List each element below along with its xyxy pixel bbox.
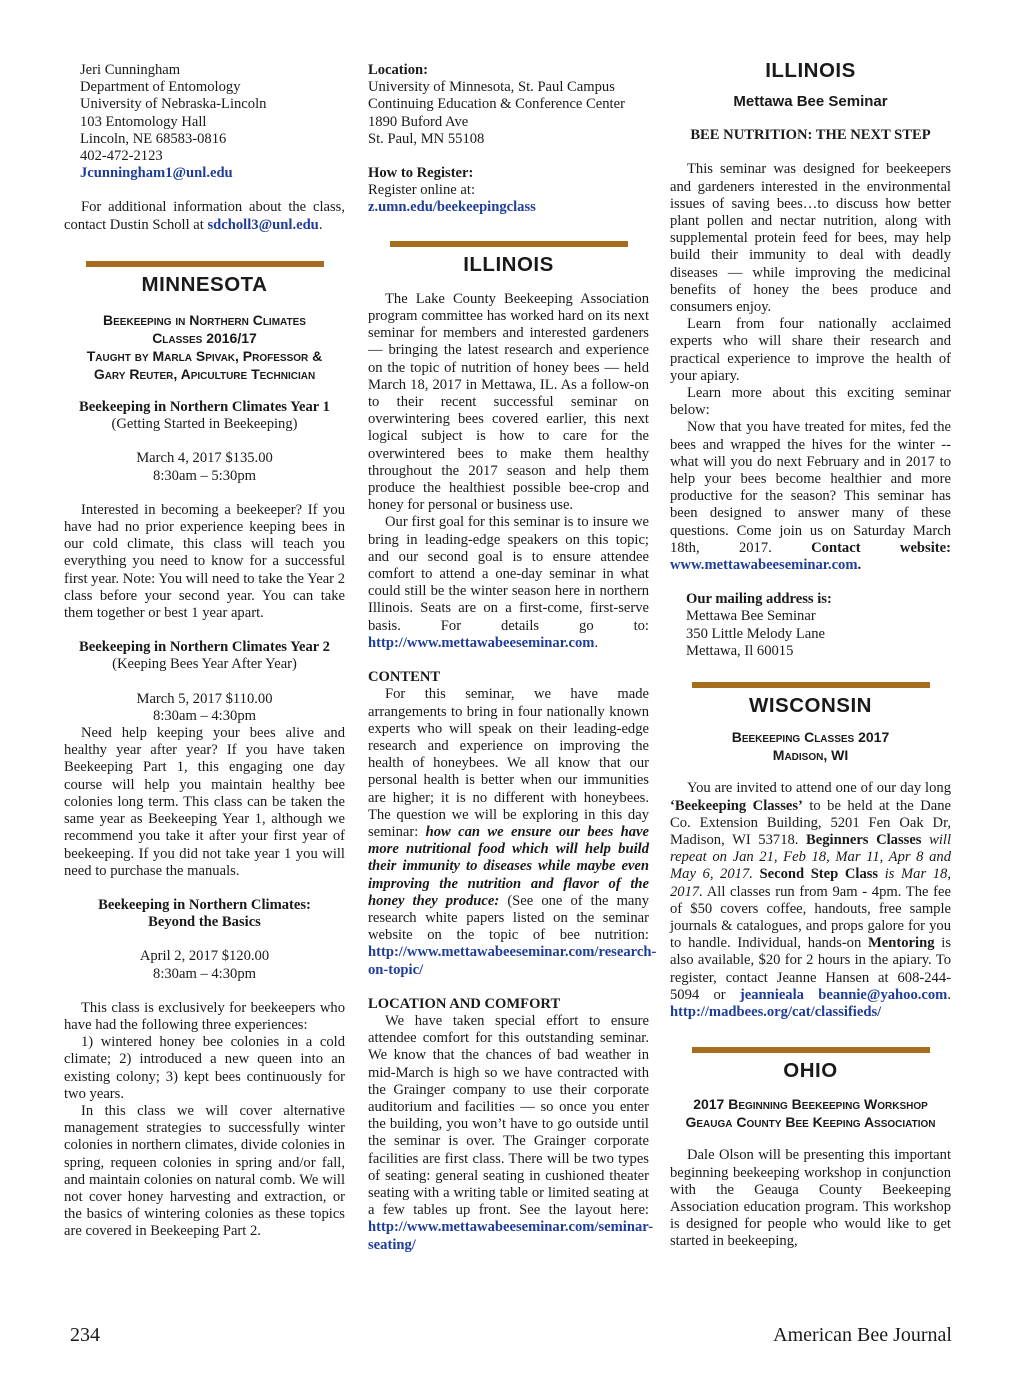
page-number: 234 (70, 1324, 100, 1346)
location-heading: LOCATION AND COMFORT (368, 995, 561, 1012)
contact-website-link[interactable]: www.mettawabeeseminar.com (670, 557, 858, 574)
address-line: Mettawa Bee Seminar (686, 608, 816, 625)
contact-email-link[interactable]: Jcunningham1@unl.edu (80, 165, 233, 182)
section-subtitle: Beekeeping in Northern Climates Classes 2016/17 Taught by Marla Spivak, Professor & Gary Reuter, Apiculture Technician (86, 312, 323, 383)
content-heading: CONTENT (368, 669, 441, 686)
class-title: Beyond the Basics (148, 914, 261, 931)
wisconsin-paragraph: You are invited to attend one of our day long ‘Beekeeping Classes’ to be held at the Dane Co. Extension Building, 5201 Fen Oak Dr, Madison, WI 53718. Beginners Classes will repeat on Jan 21, Feb 18, Mar 11, Apr 8 and May 6, 2017. Second Step Class is Mar 18, 2017. All classes run from 9am - 4pm. The fee of $50 covers coffee, handouts, free sample journals & catalogues, and props galore for you to handle. Individual, hands-on Mentoring is also available, $20 for 2 hours in the apiary. To register, contact Jeanne Hansen at 608-244-5094 or jeannieala beannie@yahoo.com. http://madbees.org/cat/classifieds/ (670, 780, 952, 1020)
class-title: Beekeeping in Northern Climates Year 2 (79, 639, 330, 656)
email-link[interactable]: jeannieala beannie@yahoo.com (739, 986, 948, 1003)
contact-line: Department of Entomology (80, 79, 241, 96)
intro-paragraph: Our first goal for this seminar is to insure we bring in leading-edge speakers on this topic; and our second goal is to ensure attendee comfort to attend a one-day seminar in what could still be the winter season here in northern Illinois. Seats are on a first-come, first-serve basis. For details go to: http://www.mettawabeeseminar.com. (368, 514, 649, 651)
info-email-link[interactable]: sdcholl3@unl.edu (207, 216, 319, 233)
location-line: 1890 Buford Ave (368, 113, 469, 130)
madbees-link[interactable]: http://madbees.org/cat/classifieds/ (670, 1003, 882, 1020)
contact-line: Lincoln, NE 68583-0816 (80, 130, 227, 147)
class-time: 8:30am – 4:30pm (153, 965, 256, 982)
location-line: University of Minnesota, St. Paul Campus (368, 79, 615, 96)
contact-line: University of Nebraska-Lincoln (80, 96, 267, 113)
state-heading-illinois: ILLINOIS (463, 252, 554, 276)
ohio-paragraph: Dale Olson will be presenting this important beginning beekeeping workshop in conjunction with the Geauga County Beekeeping Association education program. This workshop is designed for people who would like to get started in beekeeping, (670, 1147, 951, 1250)
column-right (670, 59, 952, 1251)
class-description: 1) wintered honey bee colonies in a cold climate; 2) introduced a new queen into an existing colony; 3) kept bees continuously for two years. (64, 1034, 345, 1102)
state-heading-wisconsin: WISCONSIN (749, 694, 872, 718)
contact-block (64, 62, 345, 182)
section-subtitle: Beekeeping Classes 2017 Madison, WI (731, 729, 890, 764)
class-date: April 2, 2017 $120.00 (139, 948, 270, 965)
class-title: Beekeeping in Northern Climates: (98, 896, 311, 913)
state-heading-minnesota: MINNESOTA (141, 272, 268, 296)
seminar-subtitle: Mettawa Bee Seminar (733, 93, 888, 111)
contact-line: 103 Entomology Hall (80, 113, 207, 130)
address-line: 350 Little Melody Lane (686, 625, 826, 642)
state-heading-ohio: OHIO (783, 1059, 838, 1083)
seminar-paragraph: This seminar was designed for beekeepers and gardeners interested in the environmental issues of saving bees…to discuss how better plant pollen and nectar nutrition, along with supplemental protein feed for bees, may help build their immunity to deal with deadly diseases — while improving the medicinal benefits of honey the bees produce and consumers enjoy. (670, 161, 951, 316)
location-line: Continuing Education & Conference Center (368, 96, 625, 113)
state-heading-illinois: ILLINOIS (765, 59, 856, 82)
class-time: 8:30am – 5:30pm (153, 467, 256, 484)
location-paragraph: We have taken special effort to ensure attendee comfort for this outstanding seminar. We know that the chances of bad weather in mid-March is high so we have contracted with the Grainger company to use their corporate auditorium and facilities — so once you enter the building, you won’t have to go outside until the seminar is over. The Grainger corporate facilities are first class. There will be two types of seating: general seating in cushioned theater seating with a writing table or limited seating at a few tables up front. See the layout here: http://www.mettawabeeseminar.com/seminar-seating/ (368, 1012, 654, 1253)
seminar-paragraph: Now that you have treated for mites, fed the bees and wrapped the hives for the winter -- what will you do next February and in 2017 to help your bees become healthier and more productive for the season? This seminar has been designed to answer many of these questions. Come join us on Saturday March 18th, 2017. Contact website: www.mettawabeeseminar.com. (670, 419, 951, 574)
class-description: Need help keeping your bees alive and healthy year after year? If you have taken Beekeeping Part 1, this engaging one day course will help you maintain healthy bee colonies long term. This class can be taken the same year as Beekeeping Year 1, although we recommend you take it after your first year of beekeeping. If you did not take year 1 you will need to purchase the manuals. (64, 725, 345, 879)
class-date: March 5, 2017 $110.00 (136, 690, 273, 707)
intro-paragraph: The Lake County Beekeeping Association program committee has worked hard on its next seminar for members and interested gardeners — bringing the latest research and experience on the topic of nutrition of honey bees — held March 18, 2017 in Mettawa, IL. As a follow-on to their recent successful seminar on overwintering bees covered earlier, this next logical subject is how to care for the overwintered bees to make them healthy throughout the 2017 season and help them produce the healthiest possible bee-crop and honey for personal or business use. (368, 290, 649, 514)
journal-name: American Bee Journal (773, 1324, 952, 1346)
content-question: how can we ensure our bees have more nutritional food which will help build their immunity to diseases while maybe even improving the nutrition and flavor of the honey they produce: (368, 823, 650, 909)
seminar-website-link[interactable]: http://www.mettawabeeseminar.com (368, 634, 595, 651)
register-text: Register online at: (368, 182, 475, 199)
class-description: This class is exclusively for beekeepers who have had the following three experiences: (64, 999, 345, 1033)
info-paragraph: For additional information about the class, contact Dustin Scholl at sdcholl3@unl.edu. (64, 199, 345, 233)
class-description: Interested in becoming a beekeeper? If you have had no prior experience keeping bees in our cold climate, this class will teach you everything you need to know for a successful first year. Note: You will need to take the Year 2 class before your second year. You can take them together or best 1 year apart. (64, 501, 345, 622)
location-line: St. Paul, MN 55108 (368, 130, 485, 147)
content-paragraph: For this seminar, we have made arrangements to bring in four nationally known experts who will speak on their leading-edge research and experience on improving the health of honeybees. We all know that our personal health is better when our immunities are higher; it is no different with honeybees. The question we will be exploring in this day seminar: how can we ensure our bees have more nutritional food which will help build their immunity to diseases while maybe even improving the nutrition and flavor of the honey they produce: (See one of the many research white papers listed on the seminar website on the topic of bee nutrition: http://www.mettawabeeseminar.com/research-on-topic/ (368, 686, 657, 978)
seminar-heading: BEE NUTRITION: THE NEXT STEP (690, 127, 931, 144)
column-middle (368, 62, 657, 1254)
column-left (64, 62, 345, 1241)
mailing-address: Our mailing address is: Mettawa Bee Seminar 350 Little Melody Lane Mettawa, Il 60015 (670, 591, 951, 660)
class-time: 8:30am – 4:30pm (153, 707, 256, 724)
class-date: March 4, 2017 $135.00 (136, 450, 273, 467)
seminar-paragraph: Learn from four nationally acclaimed experts who will share their research and practical experience to improve the health of your apiary. (670, 316, 951, 384)
seating-link[interactable]: http://www.mettawabeeseminar.com/seminar-seating/ (368, 1219, 654, 1253)
seminar-paragraph: Learn more about this exciting seminar below: (670, 385, 951, 419)
address-line: Mettawa, Il 60015 (686, 642, 794, 659)
class-subtitle: (Keeping Bees Year After Year) (112, 656, 297, 673)
section-subtitle: 2017 Beginning Beekeeping Workshop Geauga County Bee Keeping Association (685, 1096, 936, 1131)
location-label: Location: (368, 62, 428, 78)
research-link[interactable]: http://www.mettawabeeseminar.com/research-on-topic/ (368, 944, 657, 978)
class-title: Beekeeping in Northern Climates Year 1 (79, 399, 330, 416)
class-description: In this class we will cover alternative management strategies to successfully winter colonies in northern climates, divide colonies in spring, requeen colonies in spring and/or fall, and maintain colonies on natural comb. We will not cover honey harvesting and extraction, or the basics of wintering colonies as these topics are covered in Beekeeping Part 2. (64, 1102, 345, 1240)
register-link[interactable]: z.umn.edu/beekeepingclass (368, 199, 536, 216)
contact-line: 402-472-2123 (80, 148, 163, 165)
register-label: How to Register: (368, 165, 474, 182)
contact-line: Jeri Cunningham (80, 62, 181, 78)
class-subtitle: (Getting Started in Beekeeping) (111, 416, 298, 433)
